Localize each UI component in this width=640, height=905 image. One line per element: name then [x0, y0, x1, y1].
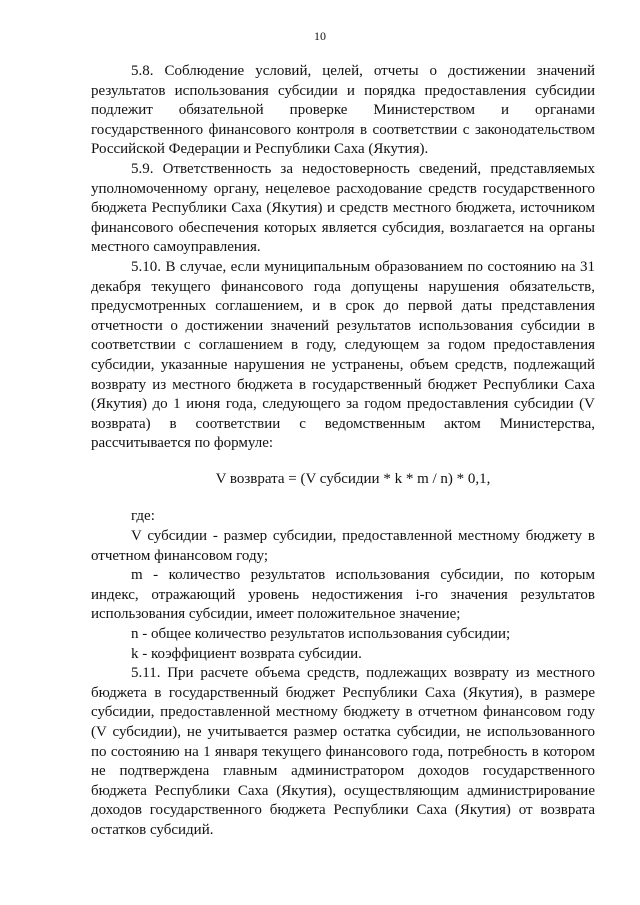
page-number: 10: [314, 29, 326, 43]
definition-k: k - коэффициент возврата субсидии.: [131, 645, 362, 662]
paragraph-5-8: 5.8. Соблюдение условий, целей, отчеты о достижении значений результатов использования субсидии и порядка предоставления субсидии подлежит обязательной проверке Министерством и органами государственного финансового контроля в соответствии с законодательством Российской Федерации и Республики Саха (Якутия).: [91, 63, 595, 158]
paragraph-5-10: 5.10. В случае, если муниципальным образованием по состоянию на 31 декабря текущего финансового года допущены нарушения обязательств, предусмотренных соглашением, и в срок до первой даты представления отчетности о достижении значений результатов использования субсидии в соответствии с соглашением в году, следующем за годом предоставления субсидии, указанные нарушения не устранены, объем средств, подлежащий возврату из местного бюджета в государственный бюджет Республики Саха (Якутия) до 1 июня года, следующего за годом предоставления субсидии (V возврата) в соответствии с ведомственным актом Министерства, рассчитывается по формуле:: [91, 258, 595, 452]
definition-m: m - количество результатов использования субсидии, по которым индекс, отражающий уровень недостижения i-го значения результатов использования субсидии, имеет положительное значение;: [91, 567, 595, 623]
formula: V возврата = (V субсидии * k * m / n) * 0,1,: [215, 470, 491, 487]
definition-v-subsidy: V субсидии - размер субсидии, предоставленной местному бюджету в отчетном финансовом году;: [91, 528, 595, 564]
document-body: [91, 62, 595, 841]
definition-n: n - общее количество результатов использования субсидии;: [131, 626, 511, 643]
paragraph-5-11: 5.11. При расчете объема средств, подлежащих возврату из местного бюджета в государственный бюджет Республики Саха (Якутия), в размере субсидии, предоставленной местному бюджету в отчетном финансовом году (V субсидии), не учитывается размер остатка субсидии, не использованного по состоянию на 1 января текущего финансового года, потребность в котором не подтверждена главным администратором доходов государственного бюджета Республики Саха (Якутия), осуществляющим администрирование доходов государственного бюджета Республики Саха (Якутия) от возврата остатков субсидий.: [91, 665, 595, 838]
paragraph-5-9: 5.9. Ответственность за недостоверность сведений, представляемых уполномоченному органу, нецелевое расходование средств государственного бюджета Республики Саха (Якутия) и средств местного бюджета, источником финансового обеспечения которых является субсидия, возлагается на органы местного самоуправления.: [91, 160, 595, 256]
definition-intro: где:: [131, 508, 155, 525]
